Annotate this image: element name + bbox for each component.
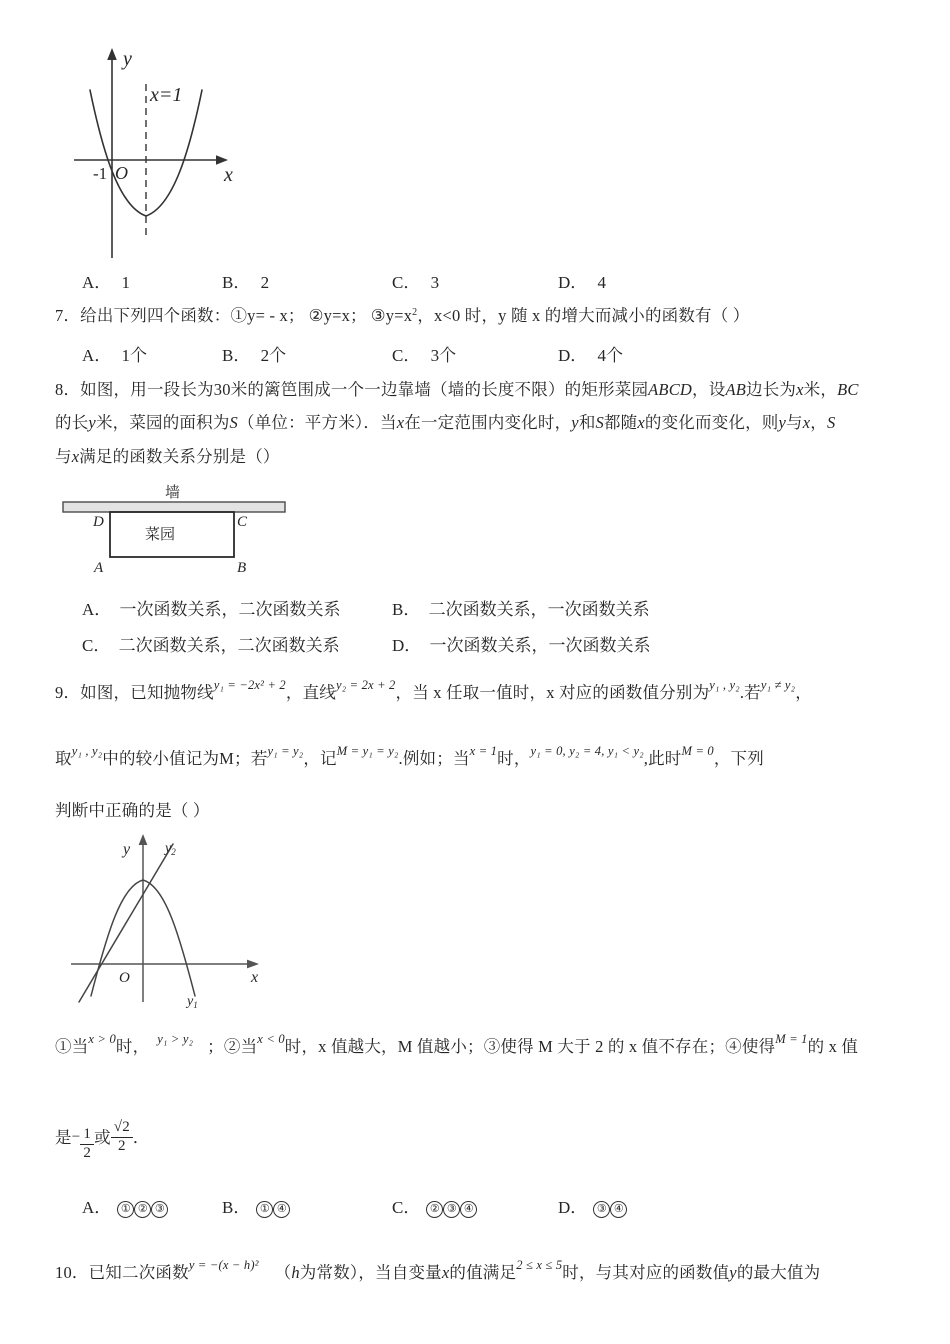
q7-option-a[interactable] — [82, 341, 147, 366]
q7-circle-2: ② — [308, 306, 324, 325]
q8-option-c-key: C． — [82, 636, 111, 655]
q8-option-b-key: B． — [392, 600, 421, 619]
figure-parabola-and-line — [55, 824, 295, 1010]
q6-option-c[interactable] — [392, 268, 439, 293]
q9-line2-part3: ，记 — [303, 749, 337, 768]
q9-formula-values — [531, 744, 644, 758]
q10-formula-range — [516, 1258, 562, 1272]
q8-var-s-2: S — [595, 413, 604, 432]
q9-stem-line-2 — [55, 743, 764, 770]
q9-formula-m-eq — [337, 744, 399, 758]
q10-formula-quadratic — [189, 1258, 259, 1272]
q9-frac2-numerator: √2 — [111, 1120, 133, 1138]
q9-line2-part1: 取 — [55, 749, 72, 768]
q10-var-y: y — [729, 1263, 737, 1282]
q8-line2-part8: 与 — [786, 413, 803, 432]
q8-line1-part3: 边长为 — [746, 380, 797, 399]
q10-formula-quadratic-text: y = −(x − h)² — [188, 1258, 259, 1272]
q9-formula-y1-eq-y2 — [267, 744, 303, 758]
q8-option-c[interactable] — [82, 631, 340, 656]
q9-line1-part2: ，直线 — [285, 683, 336, 702]
q8-rect-abcd: ABCD — [648, 380, 693, 399]
q9-statements — [55, 1031, 858, 1058]
q9-formula-parabola — [214, 678, 286, 692]
q6-option-b-text: 2 — [260, 273, 270, 292]
svg-text:y2: $y_2$ — [165, 841, 176, 857]
q9-stmt-formula-x-gt-0 — [88, 1032, 115, 1046]
q9-formula-m-0-text: M = 0 — [681, 744, 714, 758]
q7-number: 7． — [55, 306, 81, 325]
q9-option-a-mark-2: ② — [134, 1201, 151, 1218]
q6-option-b[interactable] — [222, 268, 269, 293]
q10-formula-range-text: 2 ≤ x ≤ 5 — [516, 1258, 563, 1272]
q7-function-3-base: y=x — [385, 306, 413, 325]
q8-option-b-text: 二次函数关系，一次函数关系 — [428, 600, 650, 619]
q9-line1-part3: ，当 x 任取一值时，x 对应的函数值分别为 — [395, 683, 710, 702]
q9-stmt-formula-x-gt-0-text: x > 0 — [88, 1032, 116, 1046]
q8-number: 8． — [55, 380, 81, 399]
q8-line3-part2: 满足的函数关系分别是（） — [79, 447, 280, 466]
q9-formula-y1y2-text: y₁ , y₂ — [709, 678, 740, 692]
svg-text:x=1: x=1 — [150, 84, 183, 106]
q10-part3: 为常数），当自变量 — [299, 1263, 442, 1282]
q9-option-b[interactable] — [222, 1193, 290, 1218]
q9-stem-line-1 — [55, 677, 812, 704]
q9-option-c-mark-1: ② — [426, 1201, 443, 1218]
q9-formula-m-eq-text: M = y₁ = y₂ — [336, 744, 399, 758]
q8-line2-part3: （单位：平方米）．当 — [238, 413, 397, 432]
q9-stmt-formula-y1-gt-y2 — [157, 1032, 193, 1046]
q9-formula-y1y2 — [709, 678, 740, 692]
svg-text:D: D — [93, 514, 104, 530]
q9-option-a-mark-1: ① — [117, 1201, 134, 1218]
q9-line1-part1: 如图，已知抛物线 — [80, 683, 214, 702]
q8-var-x-4: x — [802, 413, 811, 432]
q8-line2-part2: 米，菜园的面积为 — [95, 413, 230, 432]
q6-option-c-key: C． — [392, 273, 421, 292]
q6-option-d-text: 4 — [597, 273, 607, 292]
q9-option-d[interactable] — [558, 1193, 627, 1218]
q9-fraction-root2-over-2 — [111, 1120, 133, 1155]
q9-line2-part6: ,此时 — [643, 749, 682, 768]
q8-option-b[interactable] — [392, 595, 650, 620]
q9-option-d-mark-1: ③ — [593, 1201, 610, 1218]
q9-option-c-mark-2: ③ — [443, 1201, 460, 1218]
q8-line2-part1: 的长 — [55, 413, 89, 432]
q8-line1-part4: 米， — [803, 380, 838, 399]
q9-option-d-key: D． — [558, 1198, 588, 1217]
q7-option-a-key: A． — [82, 346, 112, 365]
q7-option-c-key: C． — [392, 346, 421, 365]
q9-frac-prefix: 是 — [55, 1127, 72, 1147]
q9-line2-part7: ，下列 — [713, 749, 764, 768]
q7-option-b-key: B． — [222, 346, 251, 365]
q6-option-b-key: B． — [222, 273, 251, 292]
q8-line2-part7: 的变化而变化，则 — [644, 413, 779, 432]
q7-stem — [55, 305, 749, 327]
q9-negative-half — [72, 1127, 94, 1162]
q10-part6: 的最大值为 — [736, 1263, 821, 1282]
q9-formula-min-pair — [72, 744, 103, 758]
svg-text:A: A — [94, 560, 104, 576]
svg-text:菜园: 菜园 — [145, 527, 176, 543]
q9-formula-y1-ne-y2-text: y₁ ≠ y₂ — [760, 678, 796, 692]
q9-stmt-formula-x-lt-0 — [257, 1032, 284, 1046]
q9-statement-part4: 时，x 值越大，M 值越小；③使得 M 大于 2 的 x 值不存在；④使得 — [284, 1037, 776, 1056]
q8-var-s-3: S — [826, 413, 836, 432]
q9-stmt-formula-x-lt-0-text: x < 0 — [257, 1032, 285, 1046]
q7-function-1: y= - x； — [247, 306, 305, 325]
q9-frac1-denominator: 2 — [83, 1144, 92, 1161]
q8-var-x-2: x — [396, 413, 405, 432]
q9-formula-y1-ne-y2 — [761, 678, 795, 692]
q6-option-a-key: A． — [82, 273, 112, 292]
q7-function-3 — [386, 306, 418, 325]
q9-option-b-key: B． — [222, 1198, 251, 1217]
q7-option-d[interactable] — [558, 341, 623, 366]
q9-fraction-line — [55, 1120, 150, 1162]
figure-parabola-vertex-x1 — [72, 38, 272, 268]
q6-option-d-key: D． — [558, 273, 588, 292]
q10-part5: 时，与其对应的函数值 — [562, 1263, 730, 1282]
q9-line2-part4: .例如；当 — [398, 749, 470, 768]
q8-var-x-3: x — [637, 413, 645, 432]
q9-formula-y1-eq-y2-text: y₁ = y₂ — [267, 744, 304, 758]
q9-option-a[interactable] — [82, 1193, 168, 1218]
q10-part4: 的值满足 — [449, 1263, 517, 1282]
q7-option-a-text: 1个 — [121, 346, 148, 365]
q9-option-c[interactable] — [392, 1193, 477, 1218]
q8-stem-line-1 — [55, 379, 859, 401]
figure-vegetable-garden-wall — [60, 482, 310, 577]
q7-option-d-key: D． — [558, 346, 588, 365]
q7-option-d-text: 4个 — [597, 346, 624, 365]
q9-statement-part3: ；②当 — [207, 1037, 258, 1056]
q10-stem — [55, 1257, 820, 1284]
q9-line2-part5: 时， — [497, 749, 531, 768]
q8-line2-part9: ， — [810, 413, 827, 432]
q7-stem-a: 给出下列四个函数： — [80, 306, 231, 325]
q9-option-b-mark-1: ① — [256, 1201, 273, 1218]
svg-text:墙: 墙 — [165, 485, 181, 501]
q8-var-y-2: y — [571, 413, 579, 432]
q8-line1-part2: ，设 — [692, 380, 726, 399]
q8-line2-part6: 都随 — [603, 413, 638, 432]
q9-number: 9． — [55, 683, 81, 702]
q8-option-d[interactable] — [392, 631, 651, 656]
svg-text:O: O — [119, 970, 130, 986]
svg-text:y: y — [123, 841, 131, 858]
svg-text:y: y — [123, 48, 132, 70]
q8-seg-ab: AB — [725, 380, 747, 399]
q9-formula-line-text: y₂ = 2x + 2 — [335, 678, 396, 692]
svg-text:B: B — [237, 560, 247, 576]
q9-option-b-mark-2: ④ — [273, 1201, 290, 1218]
q8-option-d-key: D． — [392, 636, 422, 655]
svg-text:-1: -1 — [93, 164, 108, 183]
q7-option-c-text: 3个 — [430, 346, 457, 365]
q7-function-2: y=x； — [323, 306, 367, 325]
q9-line1-part4: .若 — [739, 683, 761, 702]
q9-formula-m-0 — [682, 744, 714, 758]
q6-option-a[interactable] — [82, 268, 130, 293]
q6-option-a-text: 1 — [121, 273, 131, 292]
q9-stmt-formula-y1-gt-y2-text: y₁ > y₂ — [157, 1032, 194, 1046]
q9-frac1-numerator: 1 — [80, 1127, 94, 1145]
q9-option-a-mark-3: ③ — [151, 1201, 168, 1218]
q7-option-b-text: 2个 — [260, 346, 287, 365]
q8-stem-line-3 — [55, 446, 280, 468]
q7-option-c[interactable] — [392, 341, 456, 366]
q7-circle-1: ① — [230, 306, 248, 325]
q8-line2-part5: 和 — [578, 413, 596, 432]
q8-var-x-5: x — [71, 447, 80, 466]
svg-text:C: C — [237, 514, 248, 530]
q9-statement-part2: 时， — [115, 1037, 150, 1056]
q10-part2: （ — [274, 1263, 292, 1282]
q9-formula-x-eq-1 — [470, 744, 497, 758]
q8-option-d-text: 一次函数关系，一次函数关系 — [429, 636, 651, 655]
q8-line2-part4: 在一定范围内变化时， — [404, 413, 572, 432]
q10-var-h: h — [291, 1263, 300, 1282]
q8-option-a[interactable] — [82, 595, 341, 620]
q9-line1-part5: ， — [795, 683, 812, 702]
q9-stmt-formula-m-eq-1 — [775, 1032, 807, 1046]
q9-frac2-denominator: 2 — [118, 1137, 126, 1154]
q10-number: 10． — [55, 1263, 89, 1282]
q9-frac-conjunction: 或 — [94, 1127, 111, 1147]
q9-line2-part2: 中的较小值记为M；若 — [102, 749, 268, 768]
q9-option-a-key: A． — [82, 1198, 112, 1217]
q8-line1-part1: 如图，用一段长为30米的篱笆围成一个一边靠墙（墙的长度不限）的矩形菜园 — [80, 380, 649, 399]
q9-formula-line — [336, 678, 396, 692]
q9-formula-min-pair-text: y₁ , y₂ — [71, 744, 103, 758]
q9-statement-part5: 的 x 值 — [807, 1037, 859, 1056]
q7-option-b[interactable] — [222, 341, 286, 366]
q9-formula-values-text: y₁ = 0, y₂ = 4, y₁ < y₂ — [530, 744, 644, 758]
q10-part1: 已知二次函数 — [88, 1263, 189, 1282]
q9-option-c-key: C． — [392, 1198, 421, 1217]
svg-text:O: O — [115, 163, 128, 183]
q9-minus-sign: − — [71, 1128, 81, 1145]
svg-text:x: x — [251, 969, 259, 986]
q8-seg-bc: BC — [837, 380, 859, 399]
q8-var-y: y — [88, 413, 96, 432]
q6-option-d[interactable] — [558, 268, 606, 293]
q8-var-s: S — [229, 413, 238, 432]
q9-option-d-mark-2: ④ — [610, 1201, 627, 1218]
q9-frac-suffix: ． — [132, 1127, 150, 1147]
svg-text:y1: $y_1$ — [187, 994, 198, 1010]
q8-line3-part1: 与 — [55, 447, 72, 466]
q8-var-x: x — [796, 380, 804, 399]
q9-fraction-one-half — [80, 1127, 94, 1162]
q10-var-x: x — [441, 1263, 450, 1282]
q7-stem-b: ，x<0 时，y 随 x 的增大而减小的函数有（ ） — [417, 306, 750, 325]
q8-option-a-text: 一次函数关系，二次函数关系 — [119, 600, 341, 619]
q9-formula-x-eq-1-text: x = 1 — [469, 744, 498, 758]
q6-option-c-text: 3 — [430, 273, 440, 292]
q8-stem-line-2 — [55, 412, 835, 434]
q9-stem-line-3: 判断中正确的是（ ） — [55, 801, 210, 820]
q9-formula-parabola-text: y₁ = −2x² + 2 — [213, 678, 286, 692]
svg-text:x: x — [224, 164, 233, 186]
q8-option-c-text: 二次函数关系，二次函数关系 — [118, 636, 340, 655]
q9-option-c-mark-3: ④ — [460, 1201, 477, 1218]
q8-option-a-key: A． — [82, 600, 112, 619]
q7-circle-3: ③ — [370, 306, 386, 325]
q7-function-3-exponent: 2 — [412, 307, 418, 318]
q8-var-y-3: y — [778, 413, 787, 432]
q9-stmt-formula-m-eq-1-text: M = 1 — [775, 1032, 808, 1046]
q9-statement-part1: ①当 — [55, 1037, 89, 1056]
